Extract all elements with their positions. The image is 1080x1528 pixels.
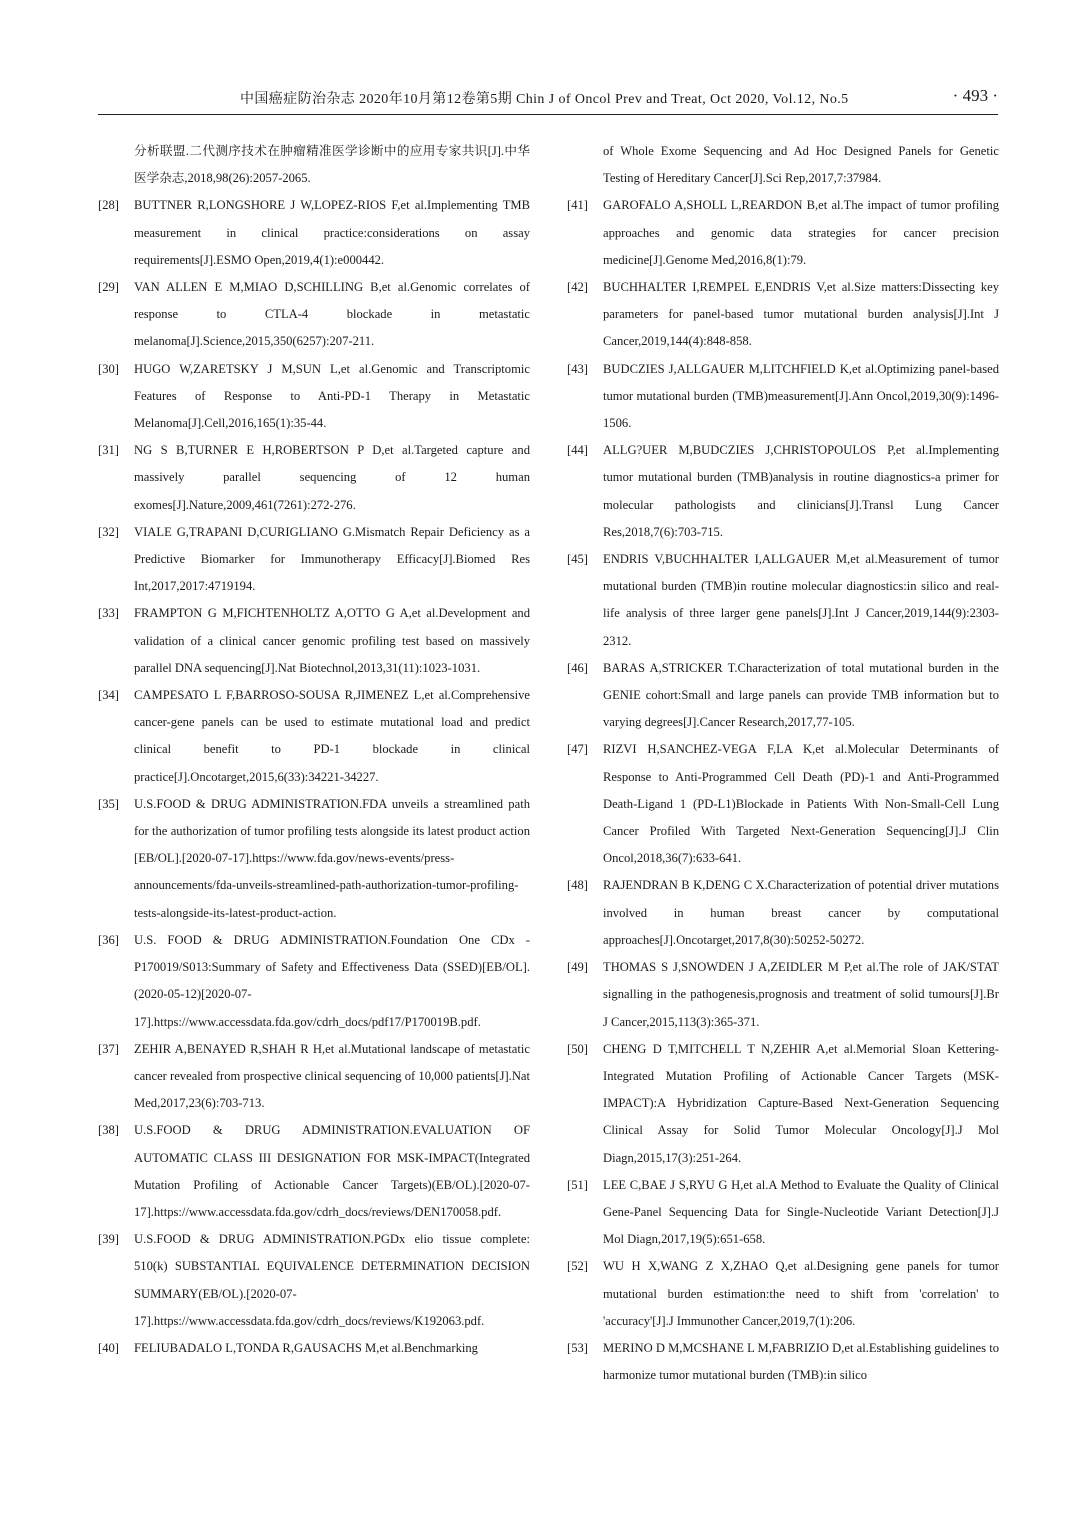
reference-text: ALLG?UER M,BUDCZIES J,CHRISTOPOULOS P,et al.Implementing tumor mutational burden (TMB)analysis in routine diagnostics-a primer for molecular pathologists and clinicians[J].Transl Lung Cancer Res,2018,7(6):703-715. [603,443,999,539]
reference-number: [33] [98,606,119,621]
reference-entry [98,1117,530,1226]
reference-entry [567,954,999,1036]
reference-entry [98,682,530,791]
reference-entry [567,872,999,954]
reference-number: [31] [98,443,119,458]
reference-number: [41] [567,198,588,213]
reference-entry [567,1335,999,1389]
reference-entry [98,600,530,682]
reference-text: BUCHHALTER I,REMPEL E,ENDRIS V,et al.Size matters:Dissecting key parameters for panel-based tumor mutational burden analysis[J].Int J Cancer,2019,144(4):848-858. [603,280,999,349]
reference-entry [98,519,530,601]
running-header: 中国癌症防治杂志 2020年10月第12卷第5期 Chin J of Oncol Prev and Treat, Oct 2020, Vol.12, No.5 [240,92,849,107]
reference-number: [38] [98,1123,119,1138]
reference-text: THOMAS S J,SNOWDEN J A,ZEIDLER M P,et al.The role of JAK/STAT signalling in the pathogenesis,prognosis and treatment of solid tumours[J].Br J Cancer,2015,113(3):365-371. [603,960,999,1029]
reference-entry [98,1226,530,1335]
reference-number: [30] [98,361,119,376]
reference-text: U.S.FOOD & DRUG ADMINISTRATION.EVALUATION OF AUTOMATIC CLASS III DESIGNATION FOR MSK-IMPACT(Integrated Mutation Profiling of Actionable Cancer Targets)(EB/OL).[2020-07-17].https://www.accessdata.fda.gov/cdrh_docs/reviews/DEN170058.pdf. [134,1123,530,1219]
reference-text: VAN ALLEN E M,MIAO D,SCHILLING B,et al.Genomic correlates of response to CTLA-4 blockade in metastatic melanoma[J].Science,2015,350(6257):207-211. [134,280,530,349]
reference-number: [49] [567,960,588,975]
reference-number: [43] [567,361,588,376]
reference-entry [98,1335,530,1362]
reference-number: [47] [567,742,588,757]
reference-number: [53] [567,1340,588,1355]
reference-text: U.S.FOOD & DRUG ADMINISTRATION.PGDx elio tissue complete: 510(k) SUBSTANTIAL EQUIVALENCE DETERMINATION DECISION SUMMARY(EB/OL).[2020-07-17].https://www.accessdata.fda.gov/cdrh_docs/reviews/K192063.pdf. [134,1232,530,1328]
reference-text: of Whole Exome Sequencing and Ad Hoc Designed Panels for Genetic Testing of Hereditary Cancer[J].Sci Rep,2017,7:37984. [603,144,999,186]
reference-text: HUGO W,ZARETSKY J M,SUN L,et al.Genomic and Transcriptomic Features of Response to Anti-PD-1 Therapy in Metastatic Melanoma[J].Cell,2016,165(1):35-44. [134,361,530,431]
reference-text: WU H X,WANG Z X,ZHAO Q,et al.Designing gene panels for tumor mutational burden estimation:the need to shift from 'correlation' to 'accuracy'[J].J Immunother Cancer,2019,7(1):206. [603,1259,999,1328]
reference-entry [98,138,530,192]
reference-entry [98,791,530,927]
reference-text: RIZVI H,SANCHEZ-VEGA F,LA K,et al.Molecular Determinants of Response to Anti-Programmed Cell Death (PD)-1 and Anti-Programmed Death-Ligand 1 (PD-L1)Blockade in Patients With Non-Small-Cell Lung Cancer Profiled With Targeted Next-Generation Sequencing[J].J Clin Oncol,2018,36(7):633-641. [603,742,999,866]
reference-text: NG S B,TURNER E H,ROBERTSON P D,et al.Targeted capture and massively parallel sequencing of 12 human exomes[J].Nature,2009,461(7261):272-276. [134,443,530,512]
page-header [98,84,998,115]
reference-number: [50] [567,1041,588,1056]
reference-number: [45] [567,552,588,567]
reference-entry [98,356,530,438]
reference-text: FRAMPTON G M,FICHTENHOLTZ A,OTTO G A,et al.Development and validation of a clinical cancer genomic profiling test based on massively parallel DNA sequencing[J].Nat Biotechnol,2013,31(11):1023-1031. [134,606,530,675]
reference-text: BUDCZIES J,ALLGAUER M,LITCHFIELD K,et al.Optimizing panel-based tumor mutational burden (TMB)measurement[J].Ann Oncol,2019,30(9):1496-1506. [603,361,999,431]
reference-number: [48] [567,878,588,893]
reference-text: FELIUBADALO L,TONDA R,GAUSACHS M,et al.Benchmarking [134,1340,478,1355]
reference-text: CHENG D T,MITCHELL T N,ZEHIR A,et al.Memorial Sloan Kettering-Integrated Mutation Profiling of Actionable Cancer Targets (MSK-IMPACT):A Hybridization Capture-Based Next-Generation Sequencing Clinical Assay for Solid Tumor Molecular Oncology[J].J Mol Diagn,2015,17(3):251-264. [603,1041,999,1165]
page-number: · 493 · [952,86,998,105]
reference-number: [34] [98,688,119,703]
reference-text: ENDRIS V,BUCHHALTER I,ALLGAUER M,et al.Measurement of tumor mutational burden (TMB)in routine molecular diagnostics:in silico and real-life analysis of three larger gene panels[J].Int J Cancer,2019,144(9):2303-2312. [603,552,999,648]
reference-text: MERINO D M,MCSHANE L M,FABRIZIO D,et al.Establishing guidelines to harmonize tumor mutational burden (TMB):in silico [603,1340,999,1383]
reference-number: [52] [567,1259,588,1274]
reference-entry [98,437,530,519]
reference-text: VIALE G,TRAPANI D,CURIGLIANO G.Mismatch Repair Deficiency as a Predictive Biomarker for Immunotherapy Efficacy[J].Biomed Res Int,2017,2017:4719194. [134,524,530,594]
reference-entry [567,192,999,274]
reference-entry [98,927,530,1036]
reference-number: [29] [98,280,119,295]
reference-number: [51] [567,1177,588,1192]
references-right-column [567,138,999,1389]
reference-entry [98,1036,530,1118]
reference-number: [40] [98,1340,119,1355]
reference-text: 分析联盟.二代测序技术在肿瘤精准医学诊断中的应用专家共识[J].中华医学杂志,2018,98(26):2057-2065. [134,144,530,186]
reference-entry [98,192,530,274]
reference-text: BARAS A,STRICKER T.Characterization of total mutational burden in the GENIE cohort:Small and large panels can provide TMB information but to varying degrees[J].Cancer Research,2017,77-105. [603,660,999,730]
reference-number: [28] [98,198,119,213]
reference-text: CAMPESATO L F,BARROSO-SOUSA R,JIMENEZ L,et al.Comprehensive cancer-gene panels can be used to estimate mutational load and predict clinical benefit to PD-1 blockade in clinical practice[J].Oncotarget,2015,6(33):34221-34227. [134,688,530,784]
reference-entry [567,356,999,438]
reference-entry [98,274,530,356]
reference-entry [567,138,999,192]
reference-entry [567,736,999,872]
reference-entry [567,546,999,655]
reference-text: GAROFALO A,SHOLL L,REARDON B,et al.The impact of tumor profiling approaches and genomic data strategies for cancer precision medicine[J].Genome Med,2016,8(1):79. [603,198,999,267]
reference-entry [567,655,999,737]
reference-text: ZEHIR A,BENAYED R,SHAH R H,et al.Mutational landscape of metastatic cancer revealed from prospective clinical sequencing of 10,000 patients[J].Nat Med,2017,23(6):703-713. [134,1041,530,1111]
reference-entry [567,437,999,546]
reference-entry [567,1253,999,1335]
reference-number: [44] [567,443,588,458]
reference-number: [32] [98,524,119,539]
reference-text: RAJENDRAN B K,DENG C X.Characterization of potential driver mutations involved in human breast cancer by computational approaches[J].Oncotarget,2017,8(30):50252-50272. [603,878,999,947]
reference-number: [37] [98,1041,119,1056]
reference-number: [36] [98,932,119,947]
references-left-column [98,138,530,1362]
reference-text: U.S.FOOD & DRUG ADMINISTRATION.FDA unveils a streamlined path for the authorization of tumor profiling tests alongside its latest product action [EB/OL].[2020-07-17].https://www.fda.gov/news-events/press-announcements/fda-unveils-streamlined-path-authorization-tumor-profiling-tests-alongside-its-latest-product-action. [134,796,530,920]
reference-text: LEE C,BAE J S,RYU G H,et al.A Method to Evaluate the Quality of Clinical Gene-Panel Sequencing Data for Single-Nucleotide Variant Detection[J].J Mol Diagn,2017,19(5):651-658. [603,1177,999,1247]
reference-entry [567,1036,999,1172]
reference-entry [567,1172,999,1254]
reference-entry [567,274,999,356]
reference-number: [42] [567,280,588,295]
reference-number: [46] [567,660,588,675]
reference-number: [39] [98,1232,119,1247]
reference-number: [35] [98,796,119,811]
reference-text: BUTTNER R,LONGSHORE J W,LOPEZ-RIOS F,et al.Implementing TMB measurement in clinical practice:considerations on assay requirements[J].ESMO Open,2019,4(1):e000442. [134,198,530,267]
reference-text: U.S. FOOD & DRUG ADMINISTRATION.Foundation One CDx - P170019/S013:Summary of Safety and Effectiveness Data (SSED)[EB/OL].(2020-05-12)[2020-07-17].https://www.accessdata.fda.gov/cdrh_docs/pdf17/P170019B.pdf. [134,932,530,1029]
